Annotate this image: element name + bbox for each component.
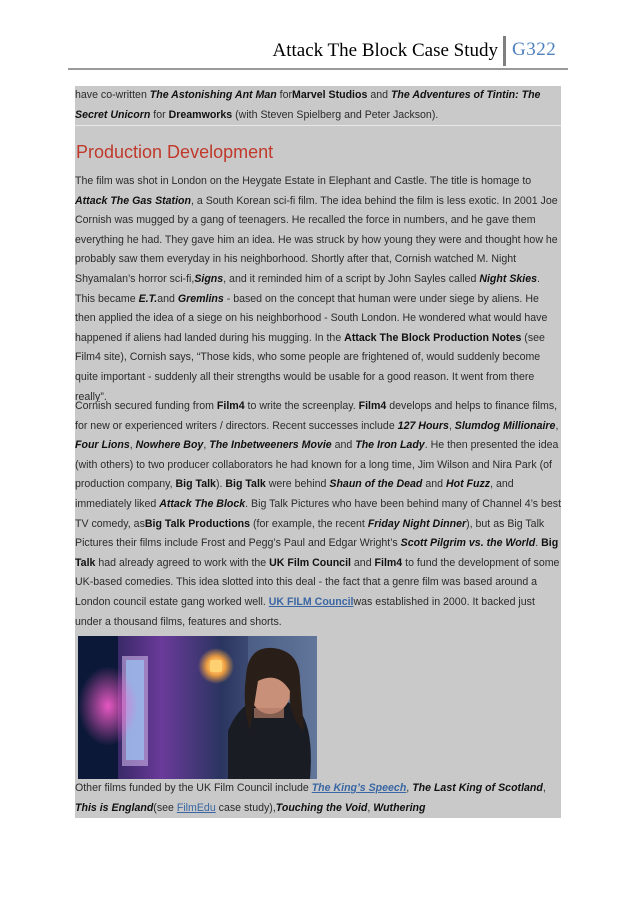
- document-title: Attack The Block Case Study: [272, 40, 498, 61]
- content-panel: [75, 86, 561, 818]
- paragraph-other-films: [75, 779, 561, 818]
- paragraph-production: [75, 172, 561, 407]
- paragraph-text: Cornish secured funding from Film4 to write the screenplay. Film4 develops and helps to finance films, for new or experienced writers / directors. Recent successes include 127 Hours, Slumdog Millionaire, Four Lions, Nowhere Boy, The Inbetweeners Movie and The Iron Lady. He then presented the idea (with others) to two producer collaborators he had known for a long time, Jim Wilson and Nira Park (of production company, Big Talk). Big Talk were behind Shaun of the Dead and Hot Fuzz, and immediately liked Attack The Block. Big Talk Pictures who have been behind many of Channel 4’s best TV comedy, asBig Talk Productions (for example, the recent Friday Night Dinner), but as Big Talk Pictures their films include Frost and Pegg’s Paul and Edgar Wright’s Scott Pilgrim vs. the World. Big Talk had already agreed to work with the UK Film Council and Film4 to fund the development of some UK-based comedies. This idea slotted into this deal - the fact that a genre film was based around a London council estate gang worked well. UK FILM Councilwas established in 2000. It backed just under a thousand films, features and shorts.: [75, 400, 562, 628]
- divider: [75, 125, 561, 126]
- course-code: G322: [512, 39, 557, 60]
- uk-film-council-link[interactable]: UK FILM Council: [268, 595, 354, 608]
- header-separator: [503, 36, 506, 66]
- paragraph-funding: [75, 397, 561, 632]
- film-still-image: [78, 636, 317, 779]
- filmedu-link[interactable]: FilmEdu: [176, 801, 216, 814]
- kings-speech-link[interactable]: The King’s Speech: [311, 782, 407, 794]
- header-rule: [68, 68, 568, 70]
- intro-paragraph: [75, 86, 561, 125]
- paragraph-text: The film was shot in London on the Heygate Estate in Elephant and Castle. The title is homage to Attack The Gas Station, a South Korean sci-fi film. The idea behind the film is less exotic. In 2001 Joe Cornish was mugged by a gang of teenagers. He recalled the force in numbers, and he gave them everything he had. They gave him an idea. He was struck by how young they were and thought how he probably saw them everyday in his neighborhood. Shortly after that, Cornish watched M. Night Shyamalan’s horror sci-fi,Signs, and it reminded him of a script by John Sayles called Night Skies. This became E.T.and Gremlins - based on the concept that human were under siege by aliens. He then applied the idea of a siege on his neighborhood - South London. He wondered what would have happened if aliens had landed during his mugging. In the Attack The Block Production Notes (see Film4 site), Cornish says, “Those kids, who some people are frightened of, would suddenly become quite important - suddenly all their strengths would be usable for a good reason. It went from there really”.: [75, 175, 558, 403]
- film-still-svg: [78, 636, 317, 779]
- page-header: [0, 0, 638, 72]
- intro-text: have co-written The Astonishing Ant Man forMarvel Studios and The Adventures of Tintin: The Secret Unicorn for Dreamworks (with Steven Spielberg and Peter Jackson).: [75, 89, 541, 121]
- section-heading: Production Development: [76, 142, 274, 162]
- paragraph-text: Other films funded by the UK Film Council include The King’s Speech, The Last King of Scotland, This is England(see FilmEdu case study),Touching the Void, Wuthering: [75, 782, 546, 814]
